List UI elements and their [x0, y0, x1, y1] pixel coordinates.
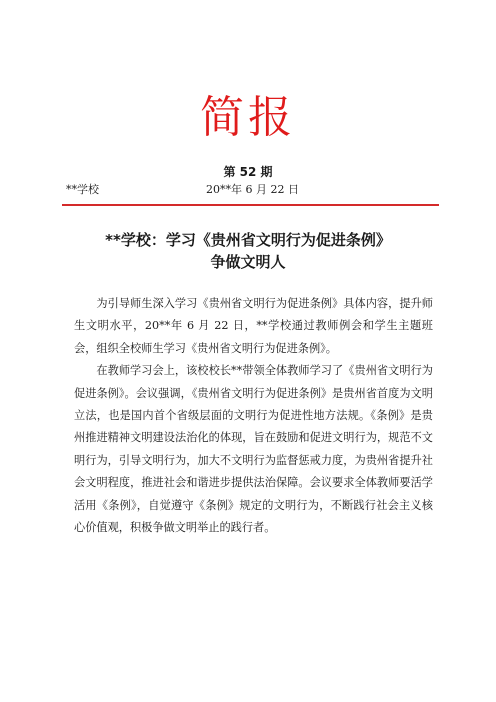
bulletin-title: 简报	[200, 92, 296, 143]
paragraph-2: 在教师学习会上，该校校长**带领全体教师学习了《贵州省文明行为促进条例》。会议强调，《贵州省文明行为促进条例》是贵州省首度为文明立法，也是国内首个省级层面的文明行为促进性地方法规。《条例》是贵州推进精神文明建设法治化的体现，旨在鼓励和促进文明行为，规范不文明行为，引导文明行为，加大不文明行为监督惩戒力度，为贵州省提升社会文明程度，推进社会和谐进步提供法治保障。会议要求全体教师要活学活用《条例》，自觉遵守《条例》规定的文明行为，不断践行社会主义核心价值观，积极争做文明举止的践行者。	[74, 364, 433, 535]
issue-number: 第 52 期	[223, 165, 273, 179]
issue-date: 20**年 6 月 22 日	[206, 183, 299, 196]
article-body	[74, 293, 433, 539]
school-name: **学校	[66, 183, 99, 196]
headline-line-2: 争做文明人	[210, 253, 286, 271]
header-divider	[62, 204, 439, 206]
paragraph-1: 为引导师生深入学习《贵州省文明行为促进条例》具体内容，提升师生文明水平，20**年 6 月 22 日，**学校通过教师例会和学生主题班会，组织全校师生学习《贵州省文明行为促进条例》。	[74, 297, 433, 355]
meta-row	[66, 182, 446, 198]
article-headline	[40, 229, 456, 273]
headline-line-1: **学校：学习《贵州省文明行为促进条例》	[105, 231, 391, 249]
